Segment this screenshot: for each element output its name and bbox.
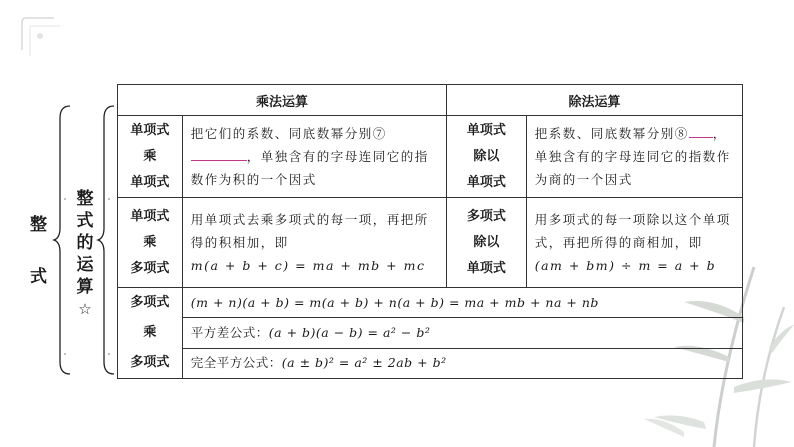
table-header-row xyxy=(118,85,743,116)
fill-blank-7[interactable] xyxy=(191,146,247,161)
header-division: 除法运算 xyxy=(446,85,742,116)
star-icon: ☆ xyxy=(78,300,92,318)
section-title-text: 整式的运算 xyxy=(76,189,94,297)
header-multiplication: 乘法运算 xyxy=(118,85,447,116)
outer-label-bottom: 式 xyxy=(30,267,47,287)
fill-blank-8[interactable] xyxy=(689,123,713,138)
outer-left-brace xyxy=(52,104,72,376)
table-row xyxy=(118,116,743,198)
outer-label-top: 整 xyxy=(30,215,47,235)
table-row xyxy=(118,288,743,318)
row1-right-text: 把系数、同底数幂分别⑧ ，单独含有的字母连同它的指数作为商的一个因式 xyxy=(526,116,742,198)
operations-table xyxy=(117,84,743,379)
table-row xyxy=(118,318,743,348)
row1-left-text: 把它们的系数、同底数幂分别⑦，单独含有的字母连同它的指数作为积的一个因式 xyxy=(182,116,446,198)
inner-left-brace xyxy=(96,104,116,376)
corner-frame-decoration xyxy=(14,10,74,70)
row1-right-label: 单项式 除以 单项式 xyxy=(446,116,526,198)
row2-left-text: 用单项式去乘多项式的每一项，再把所得的积相加，即 m(a + b + c) = ma + mb + mc xyxy=(182,198,446,288)
row2-left-label: 单项式 乘 多项式 xyxy=(118,198,183,288)
table-row xyxy=(118,348,743,378)
perfect-square-formula: 完全平方公式：(a ± b)² = a² ± 2ab + b² xyxy=(182,348,742,378)
row3-label: 多项式 乘 多项式 xyxy=(118,288,183,379)
row2-right-formula: (am + bm) ÷ m = a + b xyxy=(534,258,717,273)
row1-left-label: 单项式 乘 单项式 xyxy=(118,116,183,198)
poly-multiply-formula: (m + n)(a + b) = m(a + b) + n(a + b) = ma + mb + na + nb xyxy=(182,288,742,318)
row2-right-text: 用多项式的每一项除以这个单项式，再把所得的商相加，即 (am + bm) ÷ m = a + b xyxy=(526,198,742,288)
section-title xyxy=(74,188,96,320)
table-row xyxy=(118,198,743,288)
row2-right-label: 多项式 除以 单项式 xyxy=(446,198,526,288)
row2-left-formula: m(a + b + c) = ma + mb + mc xyxy=(190,258,426,273)
difference-of-squares-formula: 平方差公式：(a + b)(a − b) = a² − b² xyxy=(182,318,742,348)
